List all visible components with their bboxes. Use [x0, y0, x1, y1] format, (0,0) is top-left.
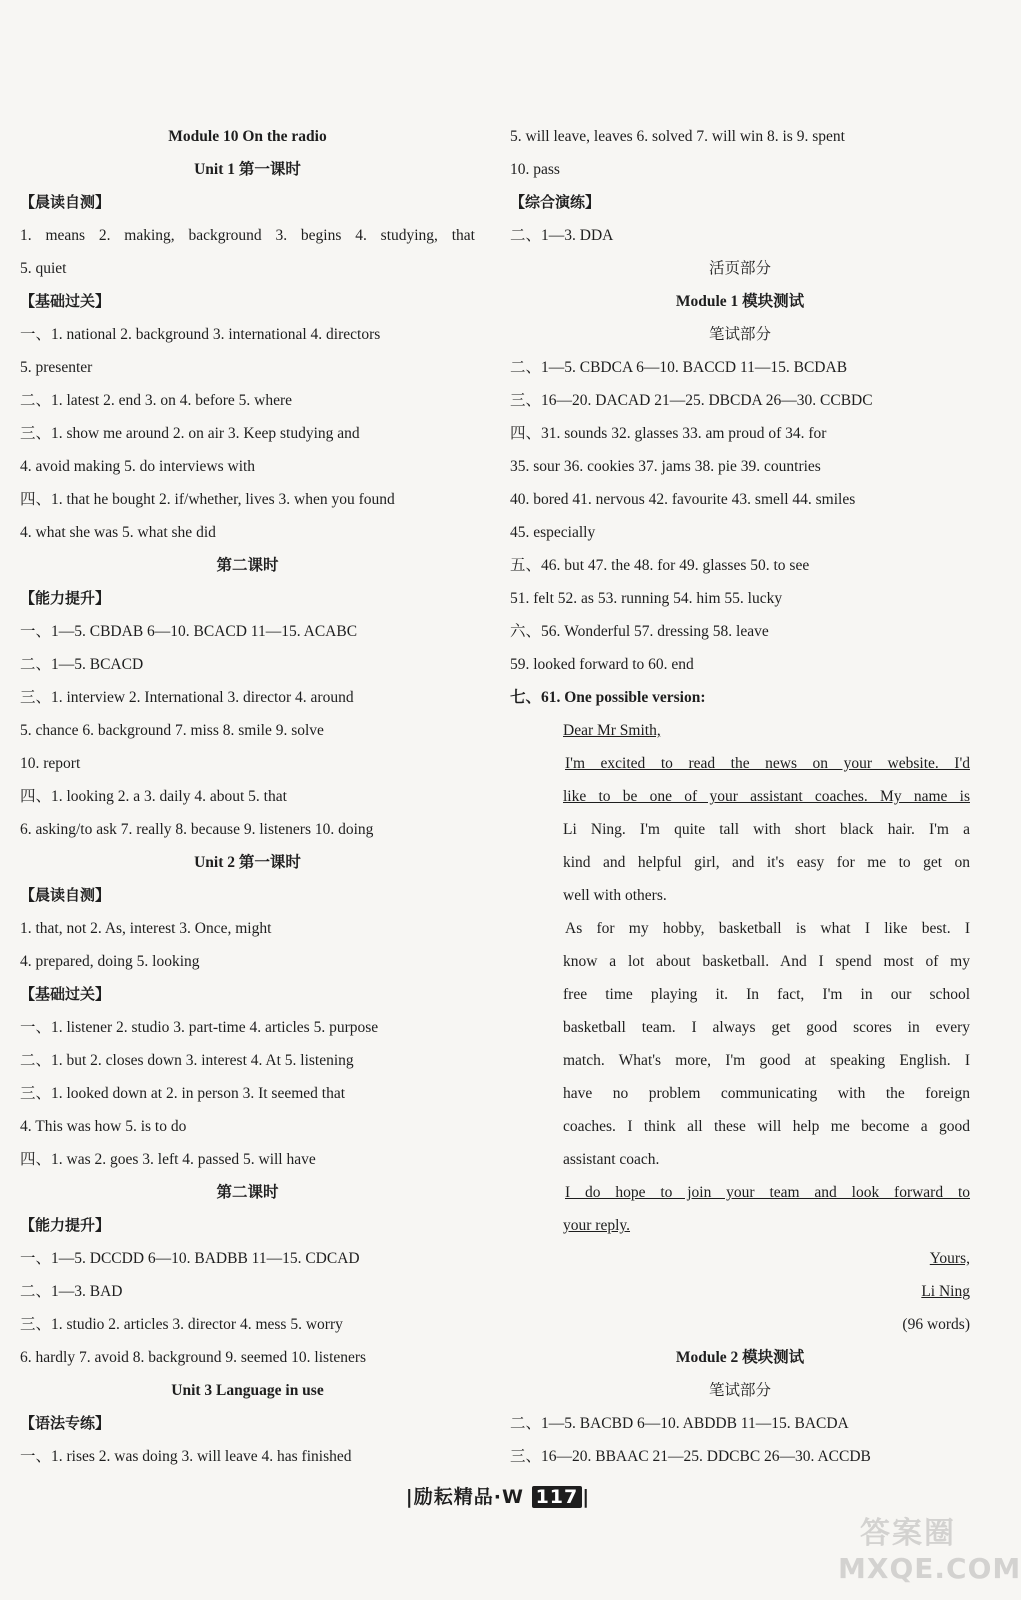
- left-line: 一、1. rises 2. was doing 3. will leave 4. has finished: [20, 1448, 352, 1465]
- left-line: 6. asking/to ask 7. really 8. because 9. listeners 10. doing: [20, 821, 374, 838]
- left-line: 一、1. national 2. background 3. international 4. directors: [20, 326, 381, 343]
- left-line: 三、1. interview 2. International 3. director 4. around: [20, 689, 354, 706]
- left-line: 【基础过关】: [20, 292, 111, 310]
- right-line: 10. pass: [510, 161, 560, 178]
- right-line: like to be one of your assistant coaches. My name is: [563, 788, 970, 805]
- right-line: have no problem communicating with the foreign: [563, 1085, 970, 1102]
- watermark-logo-text: 答案圈: [860, 1516, 956, 1551]
- left-line: 【能力提升】: [20, 1216, 111, 1234]
- left-line: 6. hardly 7. avoid 8. background 9. seemed 10. listeners: [20, 1349, 367, 1366]
- right-line: 二、1—5. BACBD 6—10. ABDDB 11—15. BACDA: [510, 1415, 849, 1432]
- left-line: 【语法专练】: [20, 1414, 111, 1432]
- page-footer: [0, 1482, 996, 1509]
- left-line: 【基础过关】: [20, 985, 111, 1003]
- left-line: 【能力提升】: [20, 589, 111, 607]
- right-line: 七、61. One possible version:: [510, 689, 706, 706]
- right-line: Dear Mr Smith,: [563, 722, 661, 739]
- footer-letter: W: [501, 1486, 524, 1508]
- right-line: 二、1—3. DDA: [510, 227, 614, 244]
- right-line: 40. bored 41. nervous 42. favourite 43. smell 44. smiles: [510, 491, 856, 508]
- right-line: 活页部分: [708, 260, 771, 277]
- right-line: Yours,: [929, 1250, 970, 1267]
- footer-bar-right: |: [582, 1486, 591, 1508]
- right-line: Li Ning. I'm quite tall with short black hair. I'm a: [563, 821, 970, 838]
- right-line: your reply.: [563, 1217, 631, 1234]
- left-line: 一、1. listener 2. studio 3. part-time 4. articles 5. purpose: [20, 1019, 379, 1036]
- left-line: Unit 3 Language in use: [171, 1382, 324, 1399]
- watermark: [838, 1508, 1021, 1588]
- right-line: coaches. I think all these will help me become a good: [563, 1118, 970, 1135]
- right-line: I do hope to join your team and look forward to: [565, 1184, 970, 1201]
- right-line: Module 2 模块测试: [675, 1349, 805, 1366]
- left-line: 【晨读自测】: [20, 886, 111, 904]
- left-line: 三、1. studio 2. articles 3. director 4. mess 5. worry: [20, 1316, 343, 1333]
- right-line: 笔试部分: [708, 1382, 771, 1399]
- right-line: 45. especially: [510, 524, 596, 541]
- right-line: 59. looked forward to 60. end: [510, 656, 694, 673]
- left-line: 【晨读自测】: [20, 193, 111, 211]
- left-line: 二、1—3. BAD: [20, 1283, 123, 1300]
- left-line: 5. quiet: [20, 260, 67, 277]
- right-line: 二、1—5. CBDCA 6—10. BACCD 11—15. BCDAB: [510, 359, 848, 376]
- left-line: 三、1. show me around 2. on air 3. Keep studying and: [20, 425, 360, 442]
- left-line: 四、1. was 2. goes 3. left 4. passed 5. will have: [20, 1151, 316, 1168]
- left-line: 一、1—5. DCCDD 6—10. BADBB 11—15. CDCAD: [20, 1250, 360, 1267]
- left-line: 二、1. latest 2. end 3. on 4. before 5. where: [20, 392, 293, 409]
- left-line: 二、1. but 2. closes down 3. interest 4. At 5. listening: [20, 1052, 354, 1069]
- left-line: 10. report: [20, 755, 81, 772]
- watermark-url: MXQE.COM: [838, 1552, 1021, 1585]
- right-line: match. What's more, I'm good at speaking English. I: [563, 1052, 970, 1069]
- left-line: 三、1. looked down at 2. in person 3. It seemed that: [20, 1085, 346, 1102]
- right-line: I'm excited to read the news on your website. I'd: [565, 755, 970, 772]
- right-line: 35. sour 36. cookies 37. jams 38. pie 39. countries: [510, 458, 821, 475]
- right-line: Module 1 模块测试: [675, 293, 805, 310]
- left-line: 1. means 2. making, background 3. begins 4. studying, that: [20, 227, 475, 244]
- right-column: [510, 120, 970, 1473]
- footer-brand: 励耘精品: [413, 1486, 494, 1508]
- left-line: 4. prepared, doing 5. looking: [20, 953, 200, 970]
- right-line: assistant coach.: [563, 1151, 660, 1168]
- left-line: 一、1—5. CBDAB 6—10. BCACD 11—15. ACABC: [20, 623, 358, 640]
- left-line: 第二课时: [216, 557, 279, 574]
- left-line: 1. that, not 2. As, interest 3. Once, might: [20, 920, 272, 937]
- right-line: 三、16—20. BBAAC 21—25. DDCBC 26—30. ACCDB: [510, 1448, 871, 1465]
- right-line: well with others.: [563, 887, 667, 904]
- footer-bar-left: |: [405, 1486, 414, 1508]
- left-line: Module 10 On the radio: [168, 128, 327, 145]
- right-line: kind and helpful girl, and it's easy for me to get on: [563, 854, 970, 871]
- left-column: [20, 120, 475, 1473]
- left-line: 二、1—5. BCACD: [20, 656, 144, 673]
- left-line: Unit 2 第一课时: [194, 854, 301, 871]
- right-line: basketball team. I always get good scores in every: [563, 1019, 970, 1036]
- left-line: 第二课时: [216, 1184, 279, 1201]
- left-line: 四、1. that he bought 2. if/whether, lives 3. when you found: [20, 491, 395, 508]
- page-number: 117: [532, 1486, 583, 1508]
- right-line: free time playing it. In fact, I'm in our school: [563, 986, 970, 1003]
- left-line: 5. chance 6. background 7. miss 8. smile 9. solve: [20, 722, 324, 739]
- right-line: 51. felt 52. as 53. running 54. him 55. lucky: [510, 590, 783, 607]
- right-line: 笔试部分: [708, 326, 771, 343]
- right-line: 5. will leave, leaves 6. solved 7. will win 8. is 9. spent: [510, 128, 845, 145]
- right-line: 三、16—20. DACAD 21—25. DBCDA 26—30. CCBDC: [510, 392, 873, 409]
- right-line: Li Ning: [921, 1283, 970, 1300]
- footer-separator: ·: [493, 1486, 502, 1508]
- left-line: 四、1. looking 2. a 3. daily 4. about 5. that: [20, 788, 287, 805]
- right-line: 四、31. sounds 32. glasses 33. am proud of 34. for: [510, 425, 827, 442]
- right-line: 六、56. Wonderful 57. dressing 58. leave: [510, 623, 769, 640]
- left-line: 4. what she was 5. what she did: [20, 524, 216, 541]
- right-line: As for my hobby, basketball is what I like best. I: [565, 920, 970, 937]
- right-line: 【综合演练】: [510, 193, 601, 211]
- right-line: 五、46. but 47. the 48. for 49. glasses 50. to see: [510, 557, 810, 574]
- right-line: (96 words): [902, 1316, 970, 1333]
- left-line: 5. presenter: [20, 359, 93, 376]
- right-line: know a lot about basketball. And I spend most of my: [563, 953, 970, 970]
- left-line: Unit 1 第一课时: [194, 161, 301, 178]
- left-line: 4. avoid making 5. do interviews with: [20, 458, 256, 475]
- left-line: 4. This was how 5. is to do: [20, 1118, 187, 1135]
